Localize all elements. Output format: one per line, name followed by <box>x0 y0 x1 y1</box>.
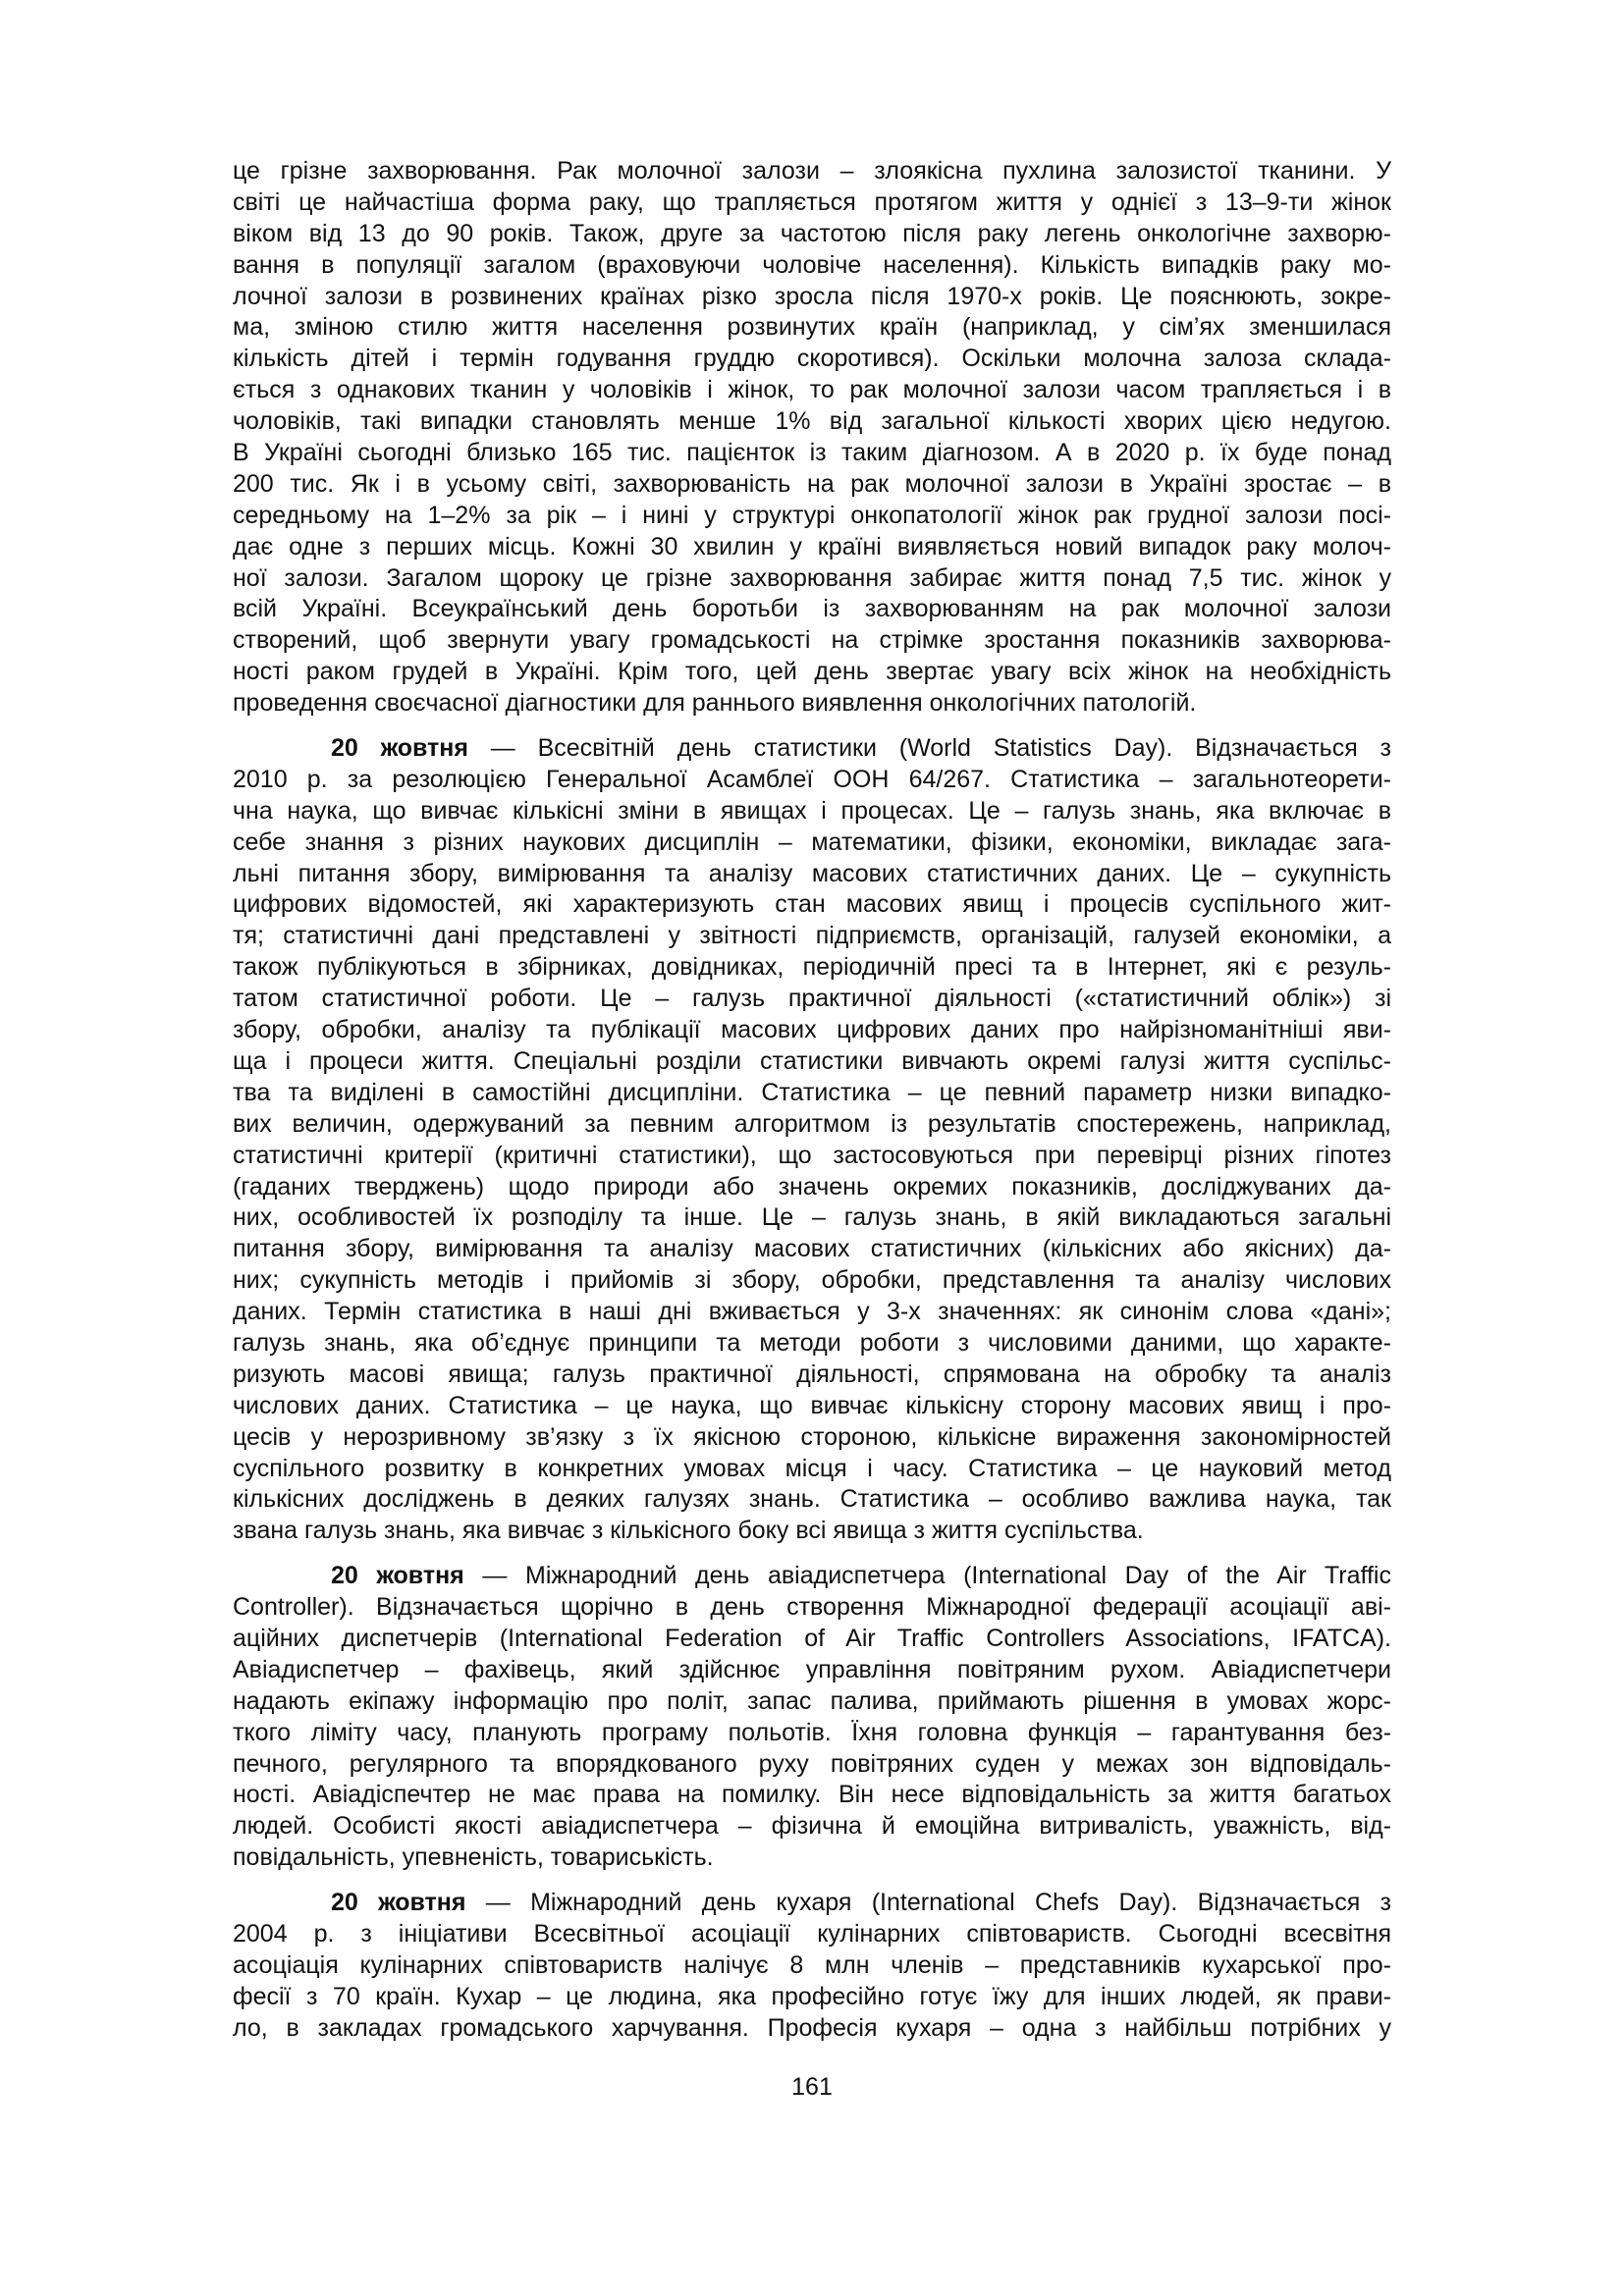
text-line: ності. Авіадіспечтер не має права на помилку. Він несе відповідальність за життя багатьох <box>233 1781 1391 1809</box>
paragraph-air-traffic-controller-day <box>233 1561 1391 1874</box>
text-line: суспільного розвитку в конкретних умовах місця і часу. Статистика – це науковий метод <box>233 1454 1391 1482</box>
date-label: 20 жовтня <box>331 1889 466 1917</box>
entry-title: — Міжнародний день кухаря (International Chefs Day). Відзначається з <box>465 1889 1391 1917</box>
date-label: 20 жовтня <box>331 1562 464 1590</box>
text-line: ної залози. Загалом щороку це грізне захворювання забирає життя понад 7,5 тис. жінок у <box>233 563 1391 592</box>
text-line: аційних диспетчерів (International Federation of Air Traffic Controllers Associations, IFATCA). <box>233 1624 1391 1652</box>
text-line: надають екіпажу інформацію про політ, запас палива, приймають рішення в умовах жорс- <box>233 1686 1391 1715</box>
paragraph-world-statistics-day <box>233 733 1391 1547</box>
text-line: чна наука, що вивчає кількісні зміни в явищах і процесах. Це – галузь знань, яка включає в <box>233 796 1391 825</box>
text-line: ності раком грудей в Україні. Крім того, цей день звертає увагу всіх жінок на необхідність <box>233 658 1391 686</box>
text-line: кількість дітей і термін годування груддю скоротився). Оскільки молочна залоза склада- <box>233 345 1391 373</box>
text-line: дає одне з перших місць. Кожні 30 хвилин у країні виявляється новий випадок раку молоч- <box>233 532 1391 561</box>
text-line: даних. Термін статистика в наші дні вживається у 3-х значеннях: як синонім слова «дані»; <box>233 1298 1391 1326</box>
text-line: вих величин, одержуваний за певним алгоритмом із результатів спостережень, наприклад, <box>233 1109 1391 1138</box>
text-line: Controller). Відзначається щорічно в день створення Міжнародної федерації асоціації аві- <box>233 1593 1391 1622</box>
text-line: В Україні сьогодні близько 165 тис. пацієнток із таким діагнозом. А в 2020 р. їх буде понад <box>233 439 1391 467</box>
paragraph-first-line <box>233 1888 1391 1919</box>
text-line: ма, зміною стилю життя населення розвинутих країн (наприклад, у сім’ях зменшилася <box>233 313 1391 342</box>
paragraph-first-line <box>233 733 1391 765</box>
text-line: (гаданих тверджень) щодо природи або значень окремих показників, досліджуваних да- <box>233 1172 1391 1201</box>
text-line: ткого ліміту часу, планують програму польотів. Їхня головна функція – гарантування без- <box>233 1718 1391 1746</box>
text-line: також публікуються в збірниках, довідниках, періодичній пресі та в Інтернет, які є резуль- <box>233 953 1391 982</box>
text-line: ща і процеси життя. Спеціальні розділи статистики вивчають окремі галузі життя суспільс- <box>233 1046 1391 1075</box>
text-line: ється з однакових тканин у чоловіків і жінок, то рак молочної залози часом трапляється і в <box>233 376 1391 404</box>
text-line: створений, щоб звернути увагу громадськості на стрімке зростання показників захворюва- <box>233 626 1391 655</box>
paragraph-breast-cancer <box>233 156 1391 720</box>
text-line: ло, в закладах громадського харчування. Професія кухаря – одна з найбільш потрібних у <box>233 2013 1391 2042</box>
text-line: віком від 13 до 90 років. Також, друге за частотою після раку легень онкологічне захворю- <box>233 219 1391 247</box>
text-line: чоловіків, такі випадки становлять менше 1% від загальної кількості хворих цією недугою. <box>233 407 1391 436</box>
paragraph-international-chefs-day <box>233 1888 1391 2044</box>
text-line: це грізне захворювання. Рак молочної залози – злоякісна пухлина залозистої тканини. У <box>233 157 1391 185</box>
text-line: статистичні критерії (критичні статистики), що застосовуються при перевірці різних гіпотез <box>233 1141 1391 1169</box>
text-line: людей. Особисті якості авіадиспетчера – фізична й емоційна витривалість, уважність, від- <box>233 1812 1391 1841</box>
text-line: питання збору, вимірювання та аналізу масових статистичних (кількісних або якісних) да- <box>233 1235 1391 1263</box>
text-line: татом статистичної роботи. Це – галузь практичної діяльності («статистичний облік») зі <box>233 985 1391 1013</box>
text-line: 2010 р. за резолюцією Генеральної Асамблеї ООН 64/267. Статистика – загальнотеорети- <box>233 765 1391 793</box>
text-line: фесії з 70 країн. Кухар – це людина, яка професійно готує їжу для інших людей, як прави- <box>233 1982 1391 2010</box>
body-text <box>233 156 1391 2058</box>
text-line: них, особливостей їх розподілу та інше. Це – галузь знань, в якій викладаються загальні <box>233 1203 1391 1232</box>
text-line: них; сукупність методів і прийомів зі збору, обробки, представлення та аналізу числових <box>233 1266 1391 1295</box>
page-number-text: 161 <box>791 2073 833 2101</box>
text-line: світі це найчастіша форма раку, що трапляється протягом життя у однієї з 13–9-ти жінок <box>233 187 1391 216</box>
text-line: печного, регулярного та впорядкованого руху повітряних суден у межах зон відповідаль- <box>233 1749 1391 1778</box>
text-line: тва та виділені в самостійні дисципліни. Статистика – це певний параметр низки випадко- <box>233 1078 1391 1106</box>
text-line: повідальність, упевненість, товариськість. <box>233 1843 714 1872</box>
text-line: середньому на 1–2% за рік – і нині у структурі онкопатології жінок рак грудної залози посі- <box>233 501 1391 529</box>
text-line: 200 тис. Як і в усьому світі, захворюваність на рак молочної залози в Україні зростає – в <box>233 469 1391 498</box>
text-line: тя; статистичні дані представлені у звітності підприємств, організацій, галузей економіки, а <box>233 922 1391 950</box>
text-line: себе знання з різних наукових дисциплін – математики, фізики, економіки, викладає зага- <box>233 828 1391 856</box>
text-line: цифрових відомостей, які характеризують стан масових явищ і процесів суспільного жит- <box>233 890 1391 919</box>
text-line: асоціація кулінарних співтовариств налічує 8 млн членів – представників кухарської про- <box>233 1950 1391 1979</box>
entry-title: — Всесвітній день статистики (World Statistics Day). Відзначається з <box>467 734 1391 763</box>
date-label: 20 жовтня <box>331 734 468 763</box>
text-line: галузь знань, яка об’єднує принципи та методи роботи з числовими даними, що характе- <box>233 1328 1391 1357</box>
text-line: кількісних досліджень в деяких галузях знань. Статистика – особливо важлива наука, так <box>233 1485 1391 1514</box>
text-line: ризують масові явища; галузь практичної діяльності, спрямована на обробку та аналіз <box>233 1360 1391 1388</box>
text-line: звана галузь знань, яка вивчає з кількісного боку всі явища з життя суспільства. <box>233 1517 1144 1545</box>
text-line: цесів у нерозривному зв’язку з їх якісною стороною, кількісне вираження закономірностей <box>233 1422 1391 1451</box>
text-line: вання в популяції загалом (враховуючи чоловіче населення). Кількість випадків раку мо- <box>233 250 1391 279</box>
text-line: лочної залози в розвинених країнах різко зросла після 1970-х років. Це пояснюють, зокре- <box>233 282 1391 310</box>
text-line: всій Україні. Всеукраїнський день боротьби із захворюванням на рак молочної залози <box>233 595 1391 623</box>
text-line: проведення своєчасної діагностики для раннього виявлення онкологічних патологій. <box>233 689 1197 718</box>
text-line: Авіадиспетчер – фахівець, який здійснює управління повітряним рухом. Авіадиспетчери <box>233 1655 1391 1683</box>
text-line: 2004 р. з ініціативи Всесвітньої асоціації кулінарних співтовариств. Сьогодні всесвітня <box>233 1919 1391 1948</box>
text-line: числових даних. Статистика – це наука, що вивчає кількісну сторону масових явищ і про- <box>233 1391 1391 1419</box>
entry-title: — Міжнародний день авіадиспетчера (International Day of the Air Traffic <box>463 1562 1391 1590</box>
paragraph-first-line <box>233 1561 1391 1592</box>
text-line: збору, обробки, аналізу та публікації масових цифрових даних про найрізноманітніші яви- <box>233 1016 1391 1044</box>
page-number <box>0 2072 1624 2104</box>
text-line: льні питання збору, вимірювання та аналізу масових статистичних даних. Це – сукупність <box>233 859 1391 887</box>
